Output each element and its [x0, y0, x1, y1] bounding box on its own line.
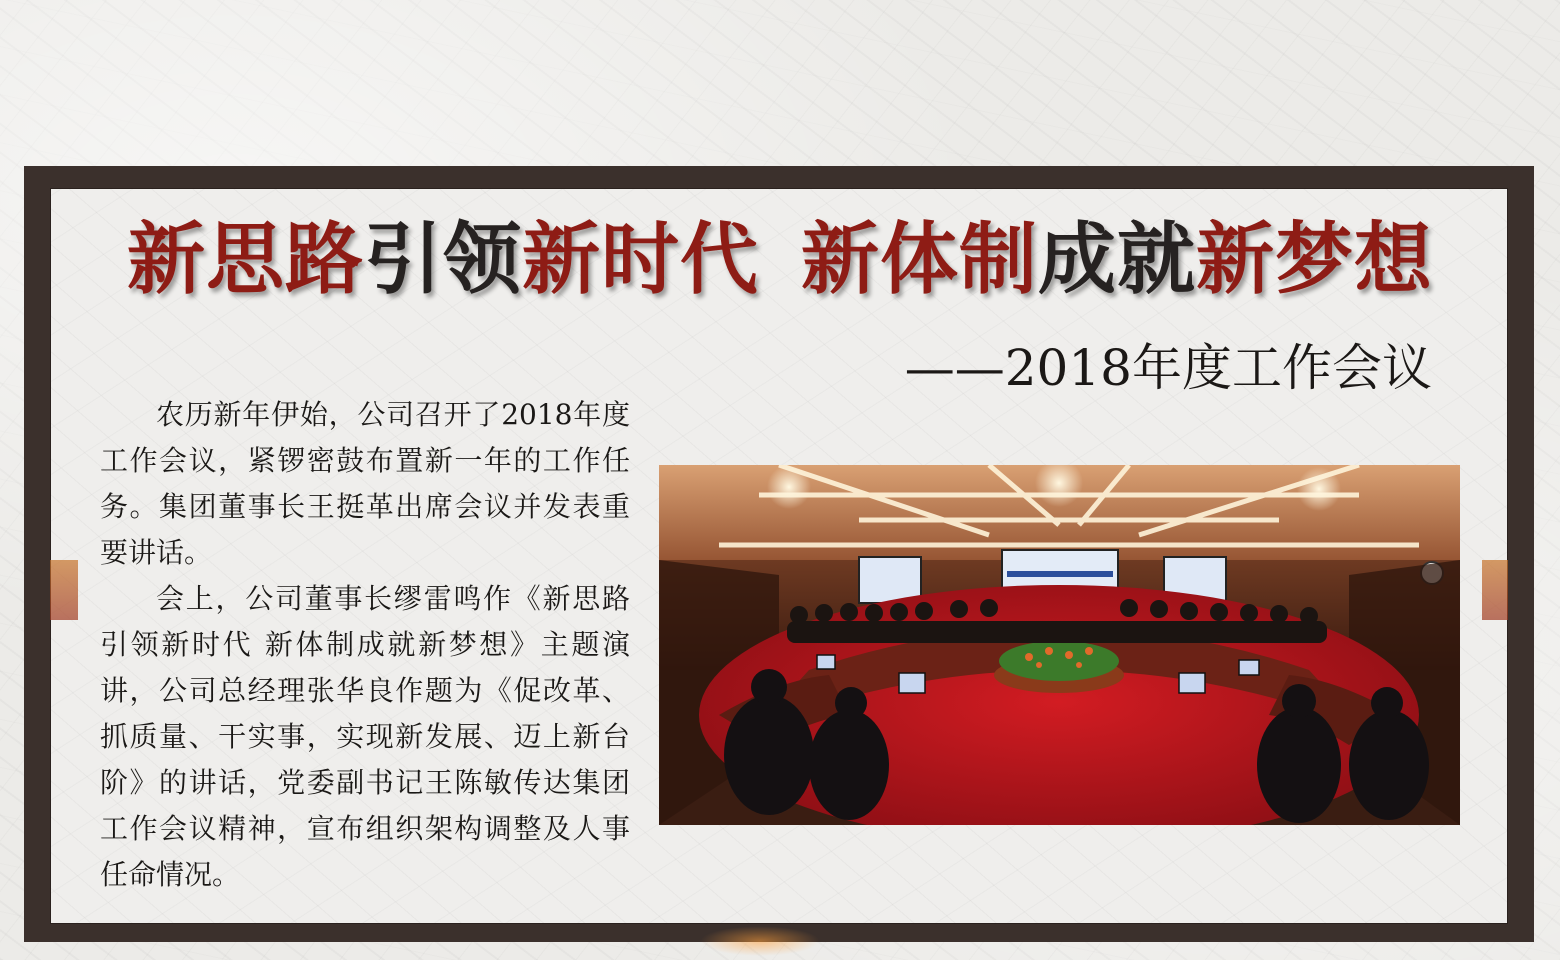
subtitle: ——2018年度工作会议: [904, 339, 1432, 397]
headline-segment-5: 成就: [1038, 215, 1197, 305]
meeting-photo-illustration: [659, 465, 1460, 825]
flower-centerpiece: [999, 641, 1119, 681]
headline-segment-1: 新思路: [126, 215, 364, 305]
frame-light-glow: [700, 926, 820, 956]
headline-segment-4: 新体制: [801, 215, 1039, 305]
headline-segment-3: 新时代: [521, 215, 759, 305]
article-paragraph-2: 会上，公司董事长缪雷鸣作《新思路引领新时代 新体制成就新梦想》主题演讲，公司总经理张华良作题为《促改革、抓质量、干实事，实现新发展、迈上新台阶》的讲话，党委副书记王陈敏传达集团工作会议精神，宣布组织架构调整及人事任命情况。: [100, 582, 630, 891]
right-decor-strip: [1482, 560, 1508, 620]
screen-left: [859, 557, 921, 603]
headline-segment-6: 新梦想: [1196, 215, 1434, 305]
headline: [0, 210, 1560, 310]
article-body: [100, 392, 630, 898]
headline-segment-2: 引领: [363, 215, 522, 305]
meeting-photo: [659, 465, 1460, 825]
article-paragraph-1: 农历新年伊始，公司召开了2018年度工作会议，紧锣密鼓布置新一年的工作任务。集团董事长王挺革出席会议并发表重要讲话。: [100, 398, 630, 569]
left-decor-strip: [50, 560, 78, 620]
